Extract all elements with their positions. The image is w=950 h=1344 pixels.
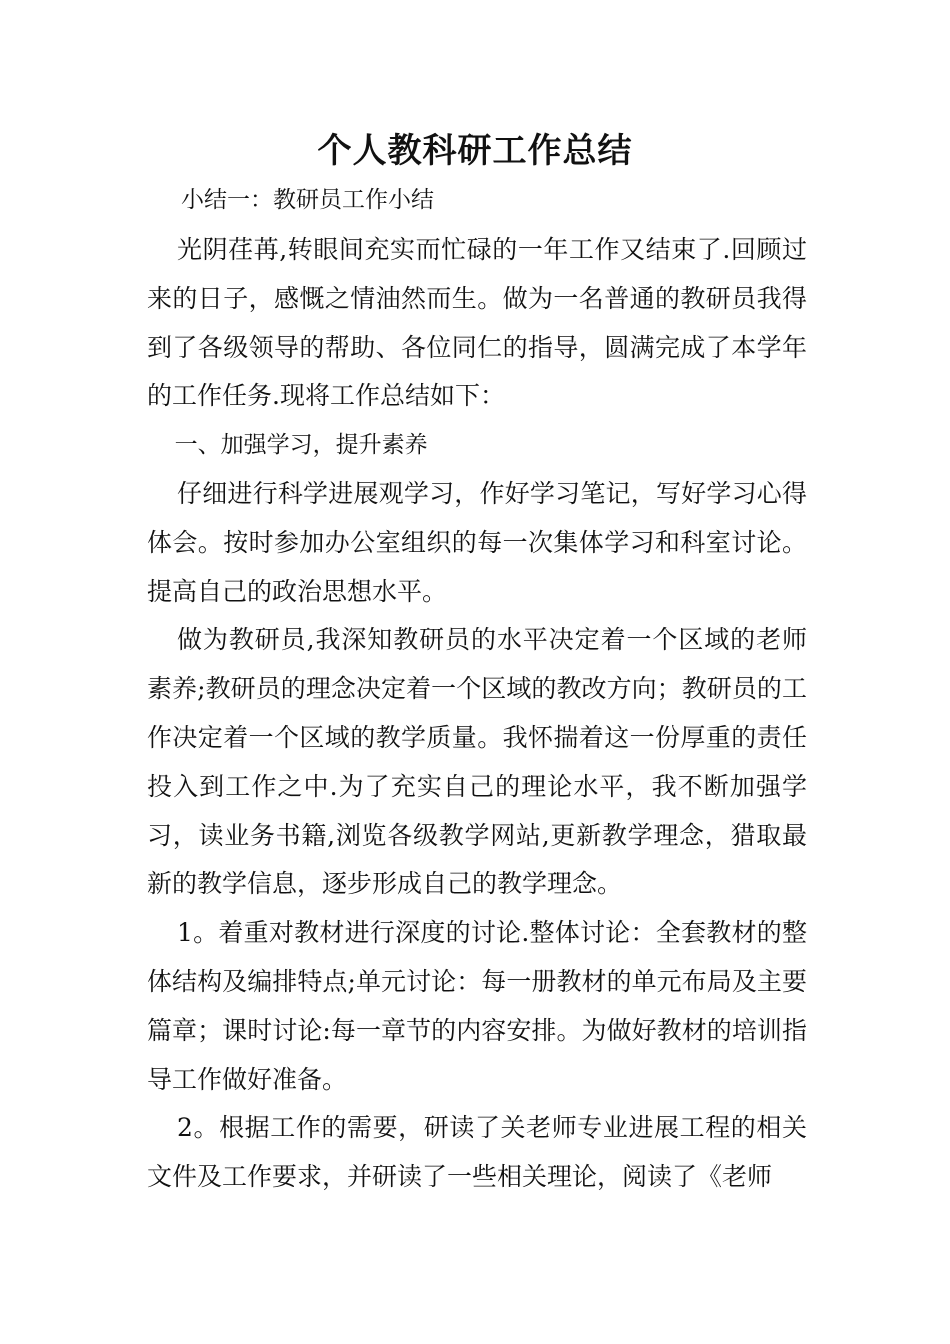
paragraph-item-2: 2。根据工作的需要，研读了关老师专业进展工程的相关文件及工作要求，并研读了一些相关理论，阅读了《老师 bbox=[147, 1113, 807, 1192]
document-subtitle: 小结一：教研员工作小结 bbox=[181, 187, 434, 213]
paragraph-intro: 光阴荏苒,转眼间充实而忙碌的一年工作又结束了.回顾过来的日子，感慨之情油然而生。做为一名普通的教研员我得到了各级领导的帮助、各位同仁的指导，圆满完成了本学年的工作任务.现将工作总结如下： bbox=[147, 235, 807, 411]
paragraph-role: 做为教研员,我深知教研员的水平决定着一个区域的老师素养;教研员的理念决定着一个区域的教改方向；教研员的工作决定着一个区域的教学质量。我怀揣着这一份厚重的责任投入到工作之中.为了充实自己的理论水平，我不断加强学习，读业务书籍,浏览各级教学网站,更新教学理念，猎取最新的教学信息，逐步形成自己的教学理念。 bbox=[147, 625, 807, 899]
document-title: 个人教科研工作总结 bbox=[317, 131, 633, 171]
document-body bbox=[147, 226, 807, 1202]
section-heading-1: 一、加强学习，提升素养 bbox=[174, 432, 428, 459]
paragraph-study: 仔细进行科学进展观学习，作好学习笔记，写好学习心得体会。按时参加办公室组织的每一次集体学习和科室讨论。提高自己的政治思想水平。 bbox=[147, 478, 807, 606]
paragraph-item-1: 1。着重对教材进行深度的讨论.整体讨论：全套教材的整体结构及编排特点;单元讨论：每一册教材的单元布局及主要篇章；课时讨论:每一章节的内容安排。为做好教材的培训指导工作做好准备。 bbox=[147, 918, 807, 1094]
